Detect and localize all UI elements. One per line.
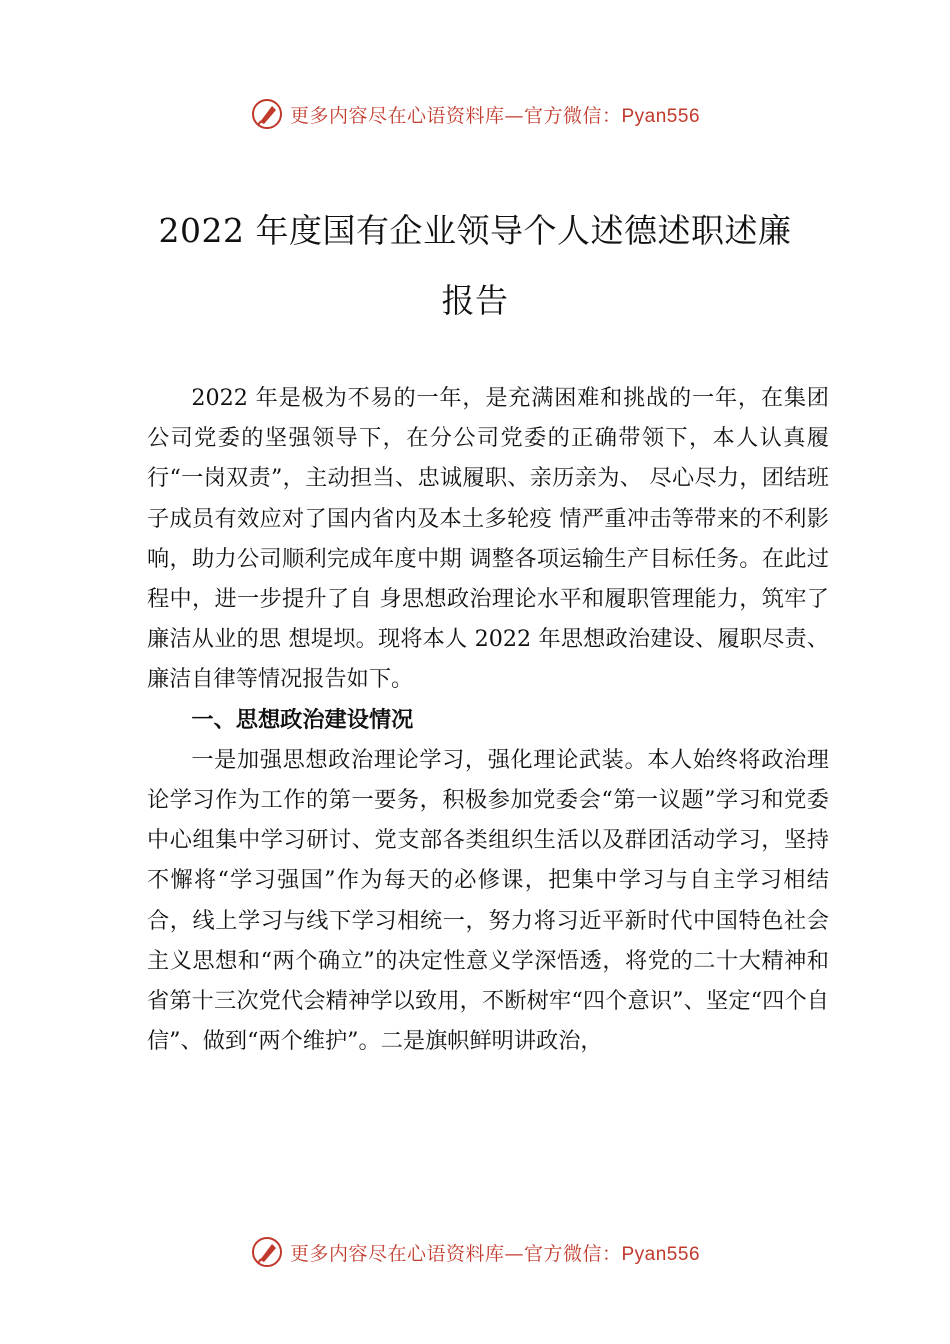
document-body xyxy=(147,378,829,1061)
pen-nib-logo-icon xyxy=(250,97,284,131)
watermark-header xyxy=(0,97,950,133)
document-title-line1: 2022 年度国有企业领导个人述德述职述廉 xyxy=(158,211,792,250)
pen-nib-logo-icon xyxy=(250,1235,284,1269)
document-title-line2: 报告 xyxy=(441,281,509,320)
intro-paragraph: 2022 年是极为不易的一年，是充满困难和挑战的一年，在集团公司党委的坚强领导下，在分公司党委的正确带领下，本人认真履行“一岗双责”，主动担当、忠诚履职、亲历亲为、 尽心尽力，团结班子成员有效应对了国内省内及本土多轮疫 情严重冲击等带来的不利影响，助力公司顺利完成年度中期 调整各项运输生产目标任务。在此过程中，进一步提升了自 身思想政治理论水平和履职管理能力，筑牢了廉洁从业的思 想堤坝。现将本人 2022 年思想政治建设、履职尽责、廉洁自律等情况报告如下。 xyxy=(147,385,829,693)
watermark-text: 更多内容尽在心语资料库—官方微信：Pyan556 xyxy=(289,104,701,127)
section1-heading: 一、思想政治建设情况 xyxy=(191,706,414,733)
watermark-footer xyxy=(0,1235,950,1271)
watermark-text: 更多内容尽在心语资料库—官方微信：Pyan556 xyxy=(289,1242,701,1265)
section1-paragraph: 一是加强思想政治理论学习，强化理论武装。本人始终将政治理论学习作为工作的第一要务，积极参加党委会“第一议题”学习和党委中心组集中学习研讨、党支部各类组织生活以及群团活动学习，坚持不懈将“学习强国”作为每天的必修课，把集中学习与自主学习相结合，线上学习与线下学习相统一，努力将习近平新时代中国特色社会主义思想和“两个确立”的决定性意义学深悟透，将党的二十大精神和省第十三次党代会精神学以致用，不断树牢“四个意识”、坚定“四个自信”、做到“两个维护”。二是旗帜鲜明讲政治， xyxy=(147,746,829,1055)
